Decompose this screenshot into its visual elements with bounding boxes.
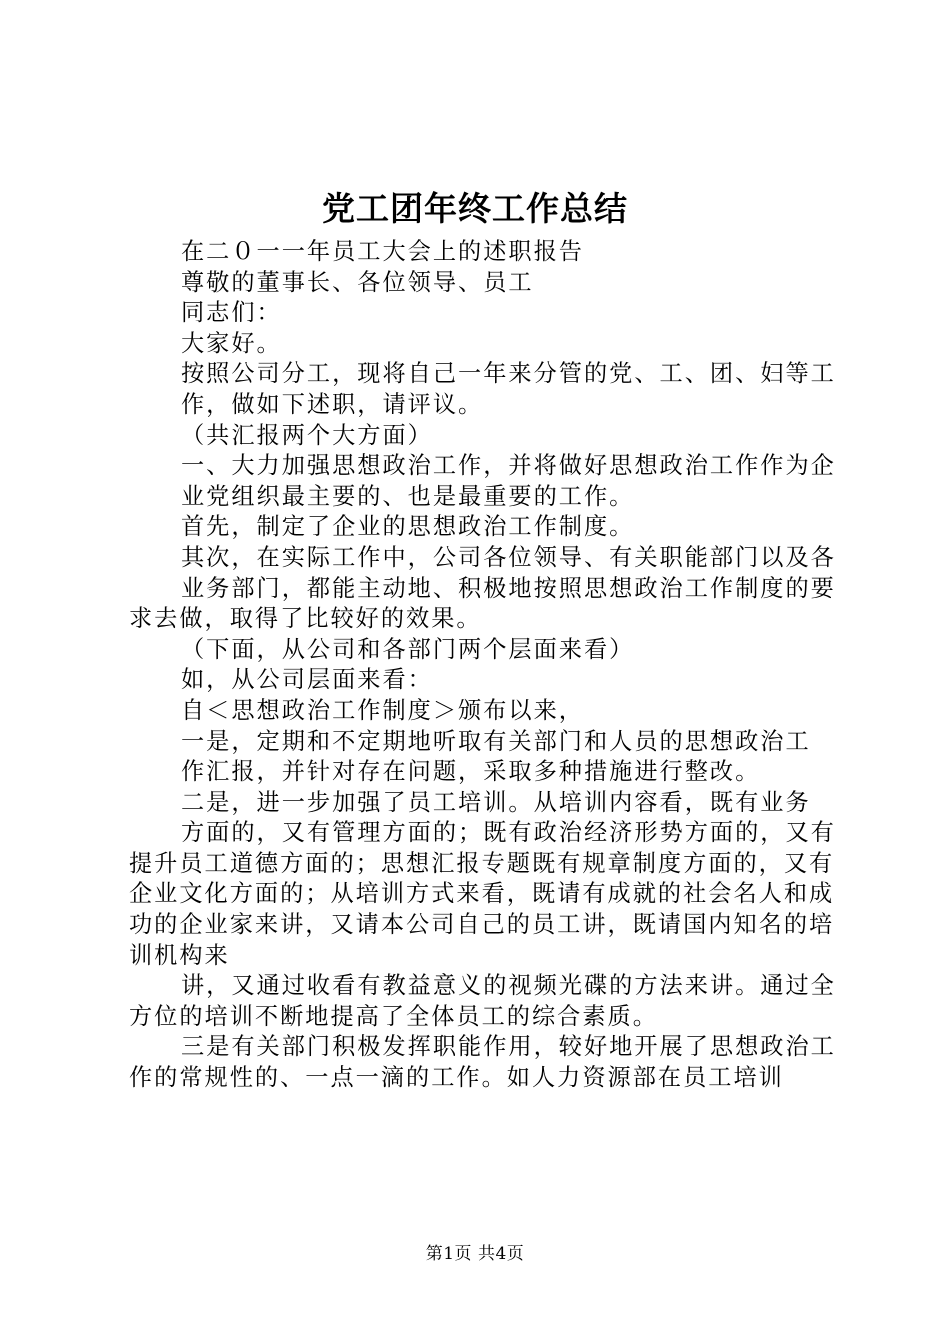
paragraph: 尊敬的董事长、各位领导、员工 bbox=[181, 268, 534, 296]
paragraph: 作，做如下述职，请评议。 bbox=[181, 390, 484, 418]
paragraph: 首先，制定了企业的思想政治工作制度。 bbox=[181, 513, 635, 541]
paragraph: 业务部门，都能主动地、积极地按照思想政治工作制度的要求去做，取得了比较好的效果。 bbox=[129, 574, 836, 633]
paragraph: 作汇报，并针对存在问题，采取多种措施进行整改。 bbox=[181, 758, 761, 786]
paragraph: 其次，在实际工作中，公司各位领导、有关职能部门以及各 bbox=[181, 543, 836, 571]
paragraph: 二是，进一步加强了员工培训。从培训内容看，既有业务 bbox=[181, 788, 811, 816]
paragraph: 业党组织最主要的、也是最重要的工作。 bbox=[181, 482, 635, 510]
paragraph: （下面，从公司和各部门两个层面来看） bbox=[181, 635, 635, 663]
paragraph: 同志们： bbox=[181, 299, 282, 327]
paragraph: 一是，定期和不定期地听取有关部门和人员的思想政治工 bbox=[181, 727, 811, 755]
document-title: 党工团年终工作总结 bbox=[322, 189, 628, 228]
paragraph: 如，从公司层面来看： bbox=[181, 666, 433, 694]
paragraph: 在二０一一年员工大会上的述职报告 bbox=[181, 238, 584, 265]
paragraph: （共汇报两个大方面） bbox=[181, 421, 433, 449]
paragraph: 方面的，又有管理方面的；既有政治经济形势方面的，又有提升员工道德方面的；思想汇报专题既有规章制度方面的，又有企业文化方面的；从培训方式来看，既请有成就的社会名人和成功的企业家来讲，又请本公司自己的员工讲，既请国内知名的培训机构来 bbox=[129, 819, 836, 969]
paragraph: 一、大力加强思想政治工作，并将做好思想政治工作作为企 bbox=[181, 452, 836, 480]
paragraph: 大家好。 bbox=[181, 329, 282, 357]
paragraph: 自＜思想政治工作制度＞颁布以来， bbox=[181, 696, 584, 724]
paragraph: 按照公司分工，现将自己一年来分管的党、工、团、妇等工 bbox=[181, 360, 836, 388]
document-body bbox=[129, 237, 839, 1094]
page-footer: 第1页 共4页 bbox=[425, 1244, 525, 1264]
paragraph: 三是有关部门积极发挥职能作用，较好地开展了思想政治工作的常规性的、一点一滴的工作。如人力资源部在员工培训 bbox=[129, 1033, 836, 1092]
paragraph: 讲，又通过收看有教益意义的视频光碟的方法来讲。通过全方位的培训不断地提高了全体员工的综合素质。 bbox=[129, 972, 836, 1030]
